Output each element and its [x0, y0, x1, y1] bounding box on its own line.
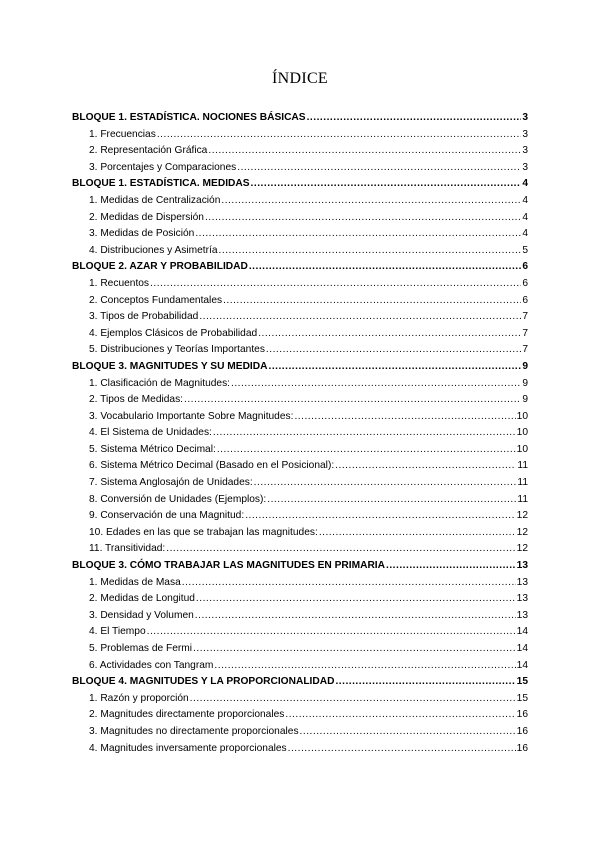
toc-subentry[interactable] — [72, 376, 528, 393]
dot-leader — [217, 442, 516, 459]
toc-subentry[interactable] — [72, 624, 528, 641]
toc-page-number: 9 — [522, 377, 528, 389]
toc-subentry[interactable] — [72, 210, 528, 227]
dot-leader — [182, 575, 516, 592]
toc-page-number: 7 — [522, 344, 528, 356]
toc-page-number: 12 — [516, 543, 528, 555]
toc-entry-label: 1. Medidas de Centralización — [89, 194, 221, 206]
toc-subentry[interactable] — [72, 475, 528, 492]
dot-leader — [307, 110, 522, 127]
dot-leader — [193, 641, 516, 658]
toc-page-number: 6 — [522, 277, 528, 289]
toc-subentry[interactable] — [72, 127, 528, 144]
toc-entry-label: 3. Tipos de Probabilidad — [89, 311, 199, 323]
toc-entry-label: 3. Densidad y Volumen — [89, 609, 194, 621]
toc-entry-label: 6. Sistema Métrico Decimal (Basado en el Posicional): — [89, 460, 335, 472]
toc-section-entry[interactable] — [72, 359, 528, 376]
toc-entry-label: 4. Magnitudes inversamente proporcionales — [89, 742, 287, 754]
dot-leader — [213, 425, 516, 442]
toc-subentry[interactable] — [72, 658, 528, 675]
toc-subentry[interactable] — [72, 309, 528, 326]
toc-entry-label: 10. Edades en las que se trabajan las magnitudes: — [89, 526, 318, 538]
dot-leader — [268, 359, 521, 376]
toc-page-number: 4 — [522, 228, 528, 240]
dot-leader — [205, 210, 521, 227]
toc-page-number: 3 — [522, 128, 528, 140]
toc-page-number: 13 — [516, 593, 528, 605]
toc-page-number: 14 — [516, 626, 528, 638]
toc-entry-label: 5. Problemas de Fermi — [89, 643, 193, 654]
toc-page-number: 7 — [522, 311, 528, 323]
dot-leader — [166, 541, 515, 558]
toc-entry-label: 1. Frecuencias — [89, 128, 156, 140]
toc-entry-label: 4. Ejemplos Clásicos de Probabilidad — [89, 327, 258, 339]
toc-entry-label: 6. Actividades con Tangram — [89, 659, 214, 671]
toc-subentry[interactable] — [72, 541, 528, 558]
dot-leader — [237, 160, 521, 177]
toc-page-number: 10 — [516, 410, 528, 422]
toc-page-number: 16 — [516, 709, 528, 721]
toc-subentry[interactable] — [72, 442, 528, 459]
toc-page-number: 14 — [516, 659, 528, 671]
toc-section-entry[interactable] — [72, 110, 528, 127]
toc-section-entry[interactable] — [72, 674, 528, 691]
dot-leader — [190, 691, 516, 708]
toc-subentry[interactable] — [72, 707, 528, 724]
toc-subentry[interactable] — [72, 193, 528, 210]
toc-page-number: 12 — [516, 510, 528, 522]
toc-section-entry[interactable] — [72, 176, 528, 193]
toc-entry-label: BLOQUE 3. MAGNITUDES Y SU MEDIDA — [72, 360, 268, 372]
toc-entry-label: 5. Distribuciones y Teorías Importantes — [89, 344, 265, 356]
toc-entry-label: 8. Conversión de Unidades (Ejemplos): — [89, 493, 267, 505]
toc-page-number: 14 — [516, 643, 528, 654]
toc-section-entry[interactable] — [72, 558, 528, 575]
toc-entry-label: 1. Clasificación de Magnitudes: — [89, 377, 231, 389]
toc-entry-label: 3. Magnitudes no directamente proporcionales — [89, 725, 299, 737]
toc-entry-label: 3. Vocabulario Importante Sobre Magnitudes: — [89, 410, 294, 422]
toc-entry-label: 3. Porcentajes y Comparaciones — [89, 161, 237, 173]
toc-subentry[interactable] — [72, 691, 528, 708]
dot-leader — [219, 243, 522, 260]
dot-leader — [231, 376, 521, 393]
dot-leader — [157, 127, 522, 144]
toc-section-entry[interactable] — [72, 259, 528, 276]
toc-entry-label: 1. Razón y proporción — [89, 692, 189, 704]
toc-entry-label: BLOQUE 1. ESTADÍSTICA. MEDIDAS — [72, 178, 250, 190]
dot-leader — [184, 392, 521, 409]
dot-leader — [386, 558, 516, 575]
toc-page-number: 10 — [516, 427, 528, 439]
toc-page-number: 12 — [516, 526, 528, 538]
toc-entry-label: 3. Medidas de Posición — [89, 228, 195, 240]
toc-subentry[interactable] — [72, 409, 528, 426]
page-title: ÍNDICE — [271, 70, 328, 87]
toc-page-number: 13 — [516, 576, 528, 588]
toc-subentry[interactable] — [72, 160, 528, 177]
toc-page-number: 15 — [516, 676, 528, 688]
toc-page-number: 9 — [522, 360, 528, 372]
toc-subentry[interactable] — [72, 458, 528, 475]
dot-leader — [267, 492, 516, 509]
toc-page-number: 15 — [516, 692, 528, 704]
toc-entry-label: 4. Distribuciones y Asimetría — [89, 244, 218, 256]
toc-page-number: 9 — [522, 394, 528, 406]
dot-leader — [221, 193, 521, 210]
toc-subentry[interactable] — [72, 525, 528, 542]
toc-entry-label: BLOQUE 3. CÓMO TRABAJAR LAS MAGNITUDES EN PRIMARIA — [72, 560, 385, 572]
toc-entry-label: 5. Sistema Métrico Decimal: — [89, 443, 216, 455]
dot-leader — [147, 624, 516, 641]
toc-entry-label: BLOQUE 4. MAGNITUDES Y LA PROPORCIONALIDAD — [72, 676, 335, 688]
toc-page-number: 4 — [522, 178, 528, 190]
toc-subentry[interactable] — [72, 342, 528, 359]
toc-page-number: 4 — [522, 194, 528, 206]
toc-entry-label: BLOQUE 2. AZAR Y PROBABILIDAD — [72, 261, 248, 273]
toc-page-number: 13 — [516, 609, 528, 621]
toc-subentry[interactable] — [72, 143, 528, 160]
dot-leader — [294, 409, 515, 426]
toc-subentry[interactable] — [72, 226, 528, 243]
dot-leader — [300, 724, 516, 741]
dot-leader — [195, 226, 521, 243]
dot-leader — [249, 259, 521, 276]
toc-page-number: 16 — [516, 725, 528, 737]
dot-leader — [196, 591, 516, 608]
dot-leader — [335, 458, 516, 475]
dot-leader — [335, 674, 515, 691]
toc-entry-label: 2. Conceptos Fundamentales — [89, 294, 223, 306]
toc-entry-label: 9. Conservación de una Magnitud: — [89, 510, 245, 522]
dot-leader — [199, 309, 521, 326]
toc-entry-label: 11. Transitividad: — [89, 543, 166, 555]
toc-subentry[interactable] — [72, 741, 528, 758]
toc-subentry[interactable] — [72, 575, 528, 592]
toc-page-number: 6 — [522, 294, 528, 306]
toc-entry-label: 4. El Tiempo — [89, 626, 146, 638]
toc-page-number: 3 — [522, 112, 528, 123]
toc-page-number: 7 — [522, 327, 528, 339]
dot-leader — [251, 176, 522, 193]
dot-leader — [319, 525, 516, 542]
toc-subentry[interactable] — [72, 608, 528, 625]
toc-subentry[interactable] — [72, 326, 528, 343]
dot-leader — [266, 342, 521, 359]
toc-entry-label: 2. Tipos de Medidas: — [89, 394, 184, 406]
toc-entry-label: 2. Magnitudes directamente proporcionales — [89, 709, 285, 721]
toc-entry-label: 7. Sistema Anglosajón de Unidades: — [89, 477, 253, 489]
toc-entry-label: 1. Recuentos — [89, 277, 150, 289]
toc-page-number: 13 — [516, 560, 528, 572]
toc-subentry[interactable] — [72, 508, 528, 525]
toc-entry-label: 2. Representación Gráfica — [89, 145, 208, 157]
toc-subentry[interactable] — [72, 641, 528, 658]
toc-page-number: 16 — [516, 742, 528, 754]
toc-subentry[interactable] — [72, 425, 528, 442]
toc-page-number: 11 — [517, 493, 528, 505]
toc-entry-label: 2. Medidas de Dispersión — [89, 211, 204, 223]
toc-entry-label: 1. Medidas de Masa — [89, 576, 181, 588]
toc-page-number: 3 — [522, 145, 528, 157]
toc-subentry[interactable] — [72, 591, 528, 608]
toc-entry-label: 4. El Sistema de Unidades: — [89, 427, 212, 439]
dot-leader — [150, 276, 521, 293]
dot-leader — [285, 707, 515, 724]
toc-subentry[interactable] — [72, 243, 528, 260]
toc-page-number: 3 — [522, 161, 528, 173]
toc-subentry[interactable] — [72, 276, 528, 293]
table-of-contents — [72, 110, 528, 757]
dot-leader — [208, 143, 521, 160]
toc-subentry[interactable] — [72, 392, 528, 409]
toc-page-number: 11 — [517, 477, 528, 489]
toc-page-number: 5 — [522, 244, 528, 256]
toc-page-number: 11 — [517, 460, 528, 472]
toc-page-number: 6 — [522, 261, 528, 273]
toc-page-number: 4 — [522, 211, 528, 223]
dot-leader — [254, 475, 517, 492]
toc-subentry[interactable] — [72, 293, 528, 310]
dot-leader — [214, 658, 515, 675]
dot-leader — [195, 608, 516, 625]
toc-subentry[interactable] — [72, 724, 528, 741]
toc-entry-label: BLOQUE 1. ESTADÍSTICA. NOCIONES BÁSICAS — [72, 112, 306, 123]
toc-subentry[interactable] — [72, 492, 528, 509]
dot-leader — [258, 326, 521, 343]
dot-leader — [288, 741, 516, 758]
dot-leader — [245, 508, 515, 525]
dot-leader — [223, 293, 521, 310]
toc-page-number: 10 — [516, 443, 528, 455]
toc-entry-label: 2. Medidas de Longitud — [89, 593, 195, 605]
